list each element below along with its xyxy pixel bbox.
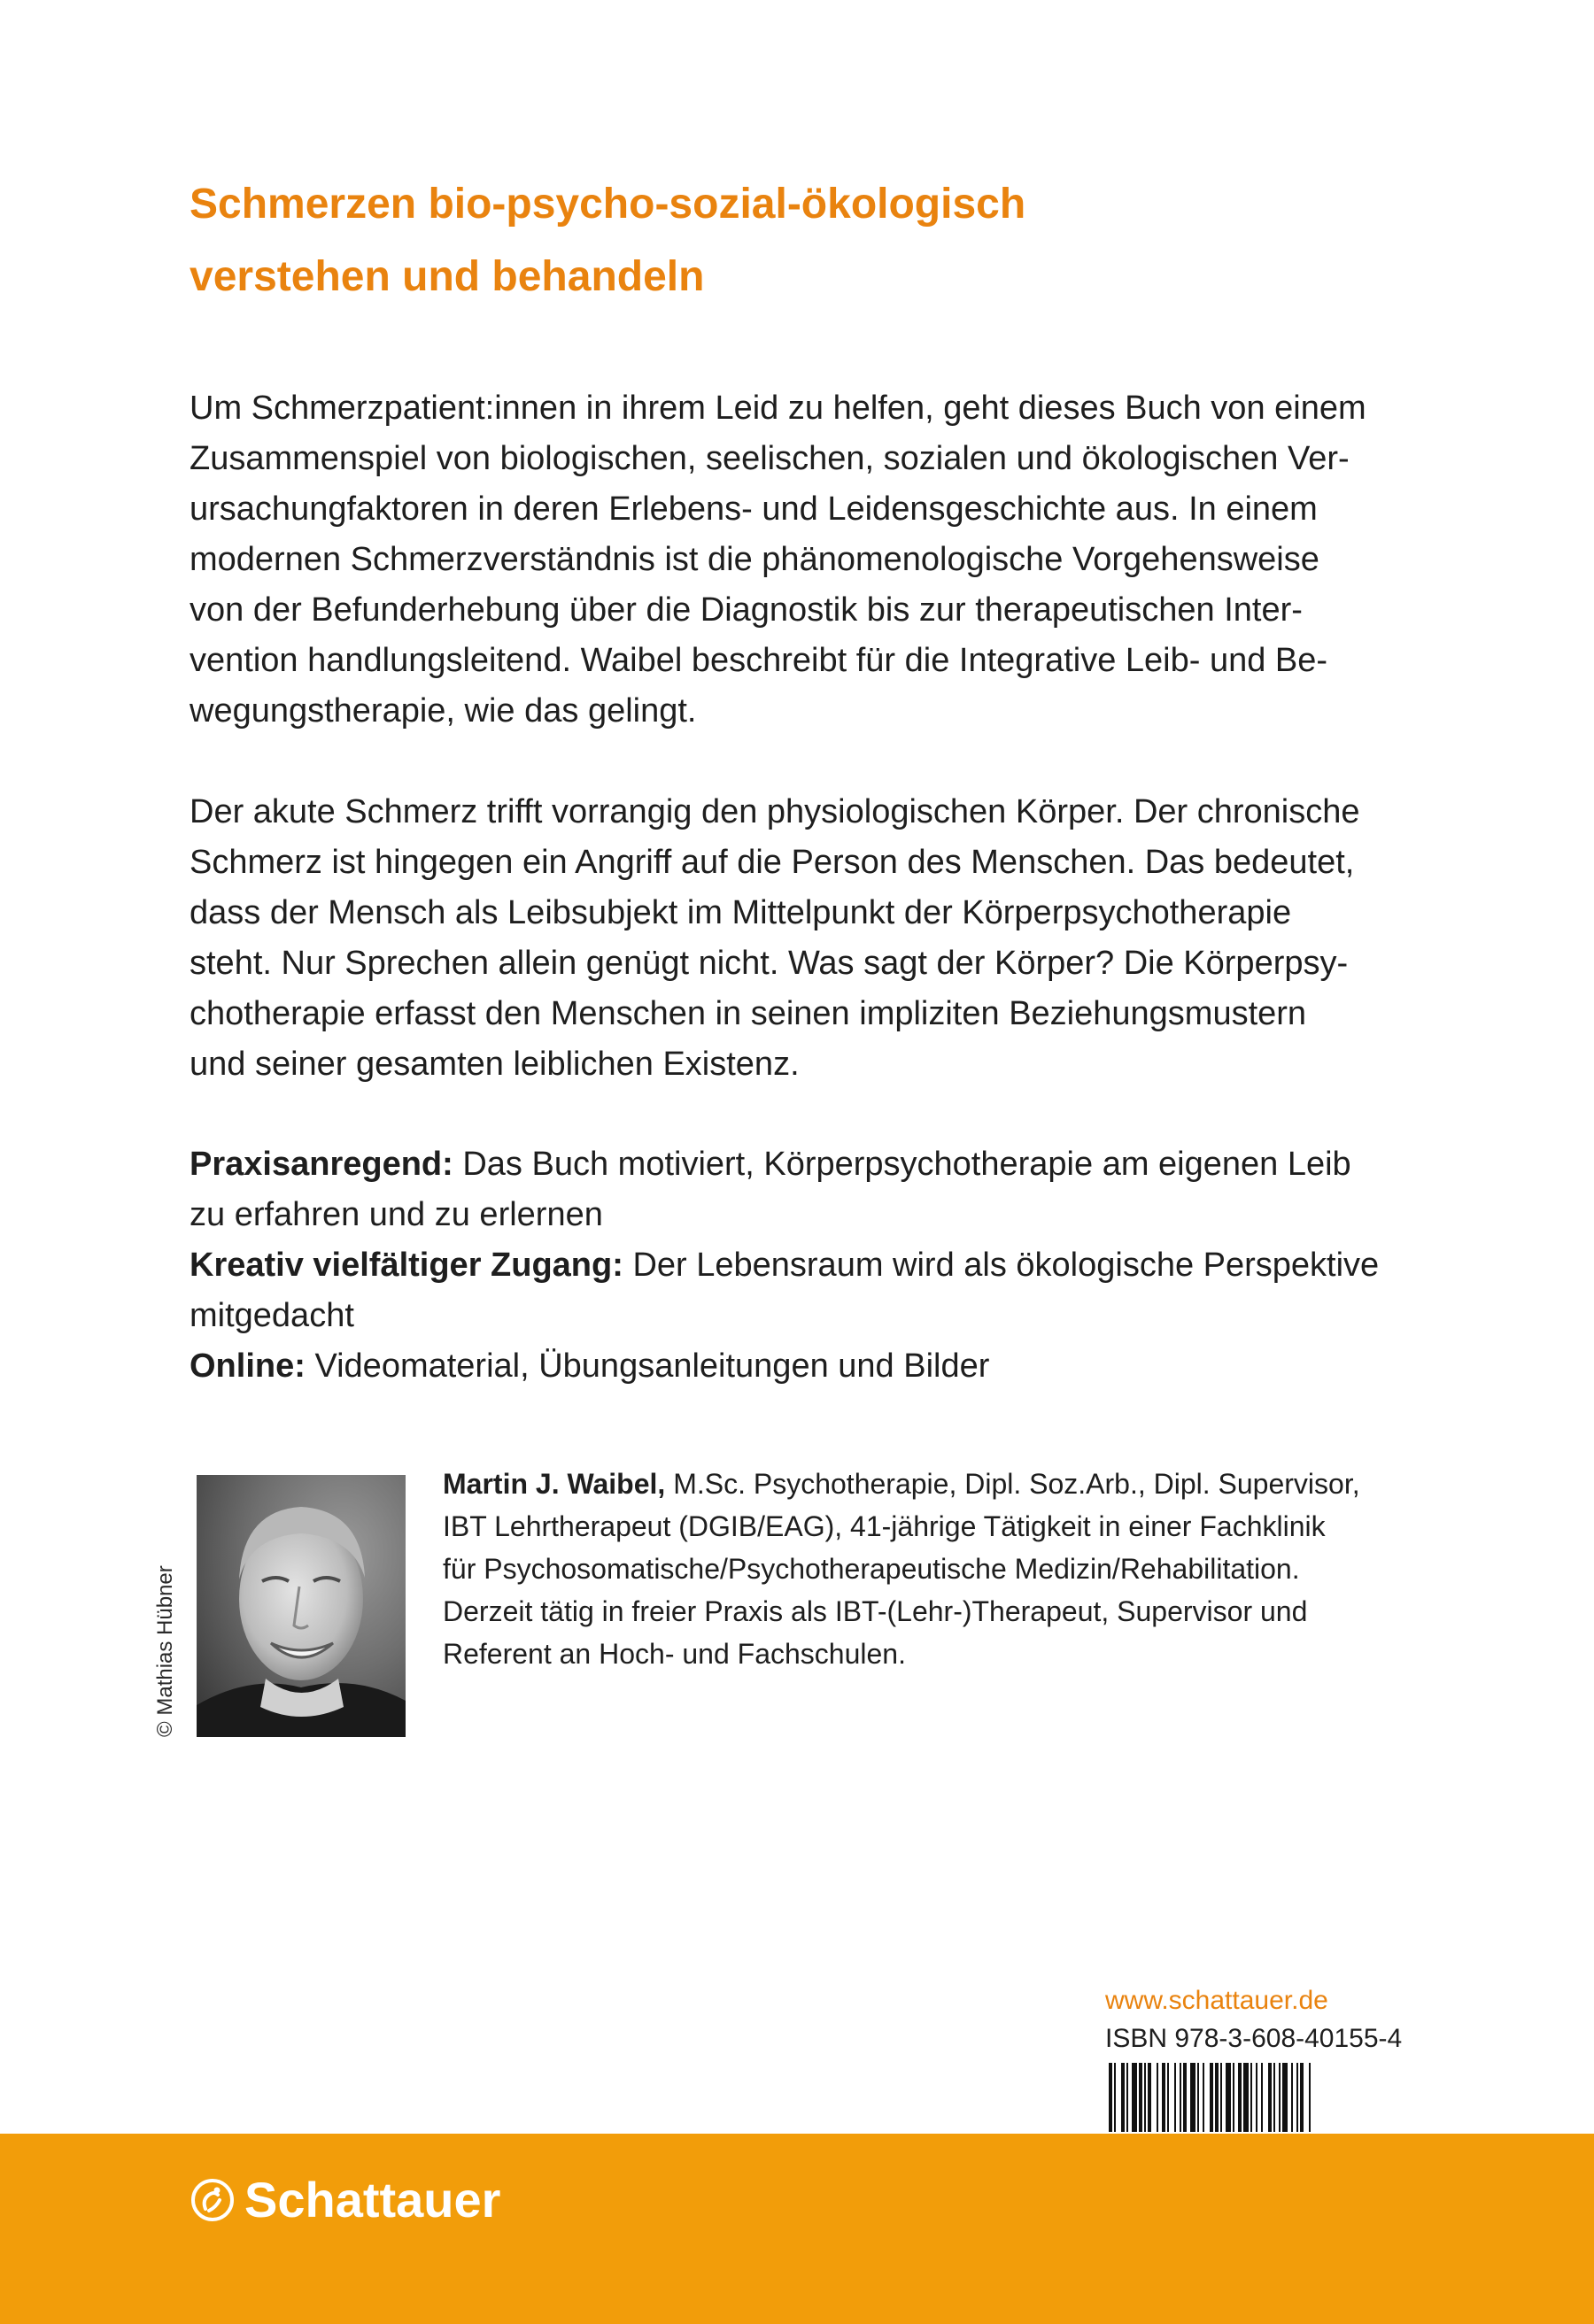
feature-item-praxisanregend (190, 1139, 1429, 1190)
barcode-bar (1144, 2063, 1146, 2132)
headline-line: Schmerzen bio-psycho-sozial-ökologisch (190, 181, 1026, 228)
feature-text-continued: mitgedacht (190, 1297, 354, 1334)
feature-label: Praxisanregend: (190, 1146, 453, 1183)
barcode-bar (1157, 2063, 1158, 2132)
barcode-bar (1220, 2063, 1222, 2132)
author-bio-line: für Psychosomatische/Psychotherapeutische Medizin/Rehabilitation. (443, 1553, 1300, 1585)
barcode-bar (1174, 2063, 1176, 2132)
barcode-bar (1300, 2063, 1304, 2132)
headline-line: verstehen und behandeln (190, 253, 705, 300)
barcode-bar (1256, 2063, 1257, 2132)
barcode-bar (1180, 2063, 1181, 2132)
barcode-bar (1291, 2063, 1293, 2132)
barcode-bar (1238, 2063, 1242, 2132)
text-line: chotherapie erfasst den Menschen in seinen impliziten Beziehungsmustern (190, 995, 1307, 1032)
author-bio-line: Derzeit tätig in freier Praxis als IBT-(Lehr-)Therapeut, Supervisor und (443, 1595, 1308, 1627)
description-paragraph-1 (190, 383, 1429, 737)
barcode-bar (1162, 2063, 1165, 2132)
text-line: wegungstherapie, wie das gelingt. (190, 692, 697, 730)
barcode-bar (1210, 2063, 1213, 2132)
text-line: dass der Mensch als Leibsubjekt im Mittelpunkt der Körperpsychotherapie (190, 894, 1292, 931)
barcode-bar (1279, 2063, 1281, 2132)
barcode-icon (1109, 2063, 1403, 2132)
barcode-bar (1243, 2063, 1249, 2132)
barcode-bar (1126, 2063, 1128, 2132)
barcode-bar (1226, 2063, 1231, 2132)
schattauer-logo-icon (190, 2177, 236, 2223)
feature-text: Videomaterial, Übungsanleitungen und Bilder (305, 1347, 990, 1385)
text-line: Um Schmerzpatient:innen in ihrem Leid zu helfen, geht dieses Buch von einem (190, 390, 1366, 427)
text-line: steht. Nur Sprechen allein genügt nicht. Was sagt der Körper? Die Körperpsy- (190, 945, 1349, 982)
barcode-bar (1261, 2063, 1263, 2132)
barcode-bar (1109, 2063, 1112, 2132)
publisher-brand (190, 2169, 500, 2231)
barcode-bar (1139, 2063, 1142, 2132)
photo-credit: © Mathias Hübner (153, 1565, 177, 1737)
barcode-bar (1215, 2063, 1219, 2132)
author-bio-line (443, 1463, 1417, 1505)
feature-label: Kreativ vielfältiger Zugang: (190, 1247, 623, 1284)
author-name: Martin J. Waibel, (443, 1468, 666, 1500)
barcode-bar (1132, 2063, 1137, 2132)
feature-item-online (190, 1341, 1429, 1392)
text-line: und seiner gesamten leiblichen Existenz. (190, 1046, 800, 1083)
publisher-url[interactable]: www.schattauer.de (1105, 1986, 1328, 2015)
feature-text: Das Buch motiviert, Körperpsychotherapie am eigenen Leib (453, 1146, 1351, 1183)
barcode-bar (1114, 2063, 1116, 2132)
author-credentials: M.Sc. Psychotherapie, Dipl. Soz.Arb., Dipl. Supervisor, (665, 1468, 1360, 1500)
barcode-bar (1268, 2063, 1272, 2132)
feature-text-continued: zu erfahren und zu erlernen (190, 1196, 603, 1233)
barcode (1109, 2063, 1403, 2132)
barcode-bar (1203, 2063, 1204, 2132)
brand-name: Schattauer (244, 2172, 501, 2227)
barcode-bar (1190, 2063, 1196, 2132)
barcode-bar (1121, 2063, 1125, 2132)
barcode-bar (1148, 2063, 1151, 2132)
text-line: Zusammenspiel von biologischen, seelischen, sozialen und ökologischen Ver- (190, 440, 1350, 477)
feature-list (190, 1139, 1429, 1392)
author-bio-line: Referent an Hoch- und Fachschulen. (443, 1638, 906, 1670)
barcode-bar (1250, 2063, 1252, 2132)
barcode-bar (1309, 2063, 1311, 2132)
barcode-bar (1233, 2063, 1234, 2132)
text-line: Der akute Schmerz trifft vorrangig den physiologischen Körper. Der chronische (190, 793, 1360, 830)
author-portrait-icon (197, 1475, 406, 1737)
barcode-bar (1167, 2063, 1169, 2132)
barcode-bar (1273, 2063, 1275, 2132)
text-line: modernen Schmerzverständnis ist die phänomenologische Vorgehensweise (190, 541, 1319, 578)
feature-label: Online: (190, 1347, 306, 1385)
headline (190, 168, 1429, 313)
feature-text: Der Lebensraum wird als ökologische Perspektive (623, 1247, 1380, 1284)
text-line: ursachungfaktoren in deren Erlebens- und Leidensgeschichte aus. In einem (190, 490, 1318, 528)
author-bio (443, 1463, 1417, 1675)
author-photo (197, 1475, 406, 1737)
barcode-bar (1282, 2063, 1288, 2132)
author-bio-line: IBT Lehrtherapeut (DGIB/EAG), 41-jährige Tätigkeit in einer Fachklinik (443, 1510, 1326, 1542)
text-line: von der Befunderhebung über die Diagnostik bis zur therapeutischen Inter- (190, 591, 1303, 629)
feature-item-kreativ (190, 1240, 1429, 1291)
barcode-bar (1183, 2063, 1187, 2132)
description-paragraph-2 (190, 787, 1429, 1090)
text-line: Schmerz ist hingegen ein Angriff auf die Person des Menschen. Das bedeutet, (190, 844, 1355, 881)
barcode-bar (1197, 2063, 1199, 2132)
isbn: ISBN 978-3-608-40155-4 (1105, 2024, 1403, 2053)
text-line: vention handlungsleitend. Waibel beschreibt für die Integrative Leib- und Be- (190, 642, 1328, 679)
barcode-bar (1296, 2063, 1298, 2132)
